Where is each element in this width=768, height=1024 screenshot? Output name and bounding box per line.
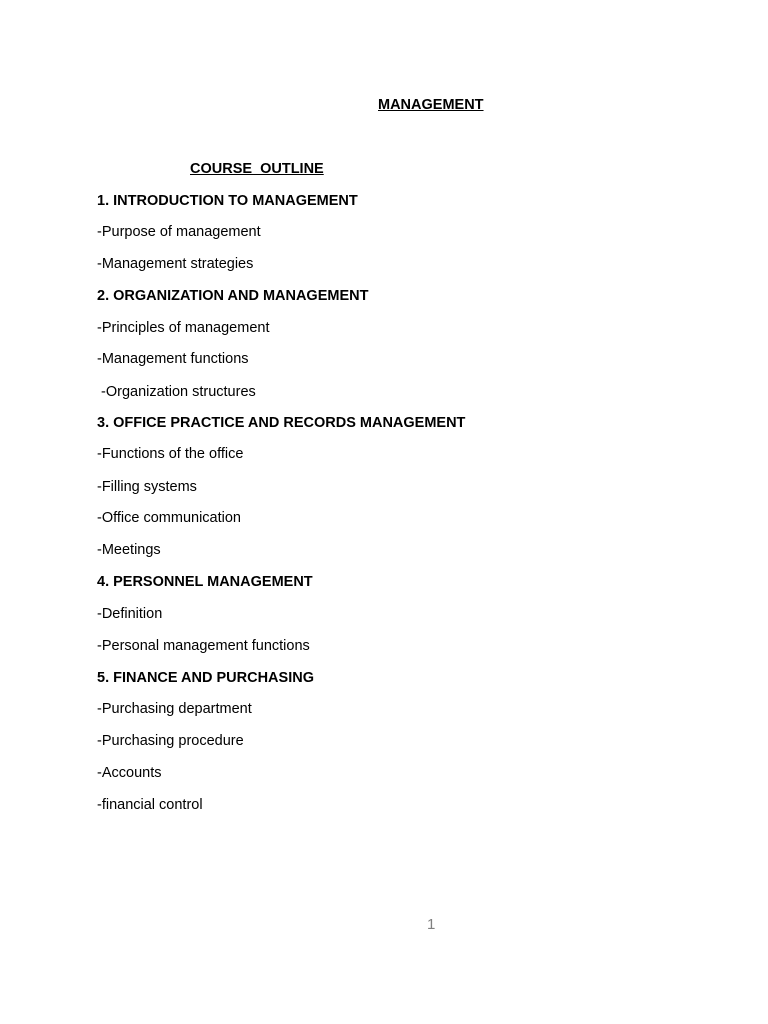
outline-item: -Organization structures bbox=[97, 384, 256, 400]
section-heading: 3. OFFICE PRACTICE AND RECORDS MANAGEMENT bbox=[97, 415, 466, 431]
outline-item: -Personal management functions bbox=[97, 638, 310, 654]
outline-item: -financial control bbox=[97, 797, 203, 813]
outline-item: -Definition bbox=[97, 606, 163, 622]
page-number: 1 bbox=[427, 916, 436, 933]
outline-item: -Management functions bbox=[97, 351, 249, 367]
outline-item: -Purpose of management bbox=[97, 224, 261, 240]
section-heading: 5. FINANCE AND PURCHASING bbox=[97, 670, 314, 686]
section-heading: 1. INTRODUCTION TO MANAGEMENT bbox=[97, 193, 358, 209]
outline-item: -Filling systems bbox=[97, 479, 197, 495]
outline-item: -Purchasing procedure bbox=[97, 733, 244, 749]
outline-item: -Management strategies bbox=[97, 256, 254, 272]
outline-item: -Meetings bbox=[97, 542, 161, 558]
outline-item: -Purchasing department bbox=[97, 701, 252, 717]
section-heading: 2. ORGANIZATION AND MANAGEMENT bbox=[97, 288, 369, 304]
course-outline-heading: COURSE OUTLINE bbox=[190, 161, 324, 177]
document-title: MANAGEMENT bbox=[378, 97, 484, 113]
section-heading: 4. PERSONNEL MANAGEMENT bbox=[97, 574, 313, 590]
outline-item: -Functions of the office bbox=[97, 446, 244, 462]
outline-item: -Office communication bbox=[97, 510, 241, 526]
outline-item: -Principles of management bbox=[97, 320, 270, 336]
outline-item: -Accounts bbox=[97, 765, 162, 781]
